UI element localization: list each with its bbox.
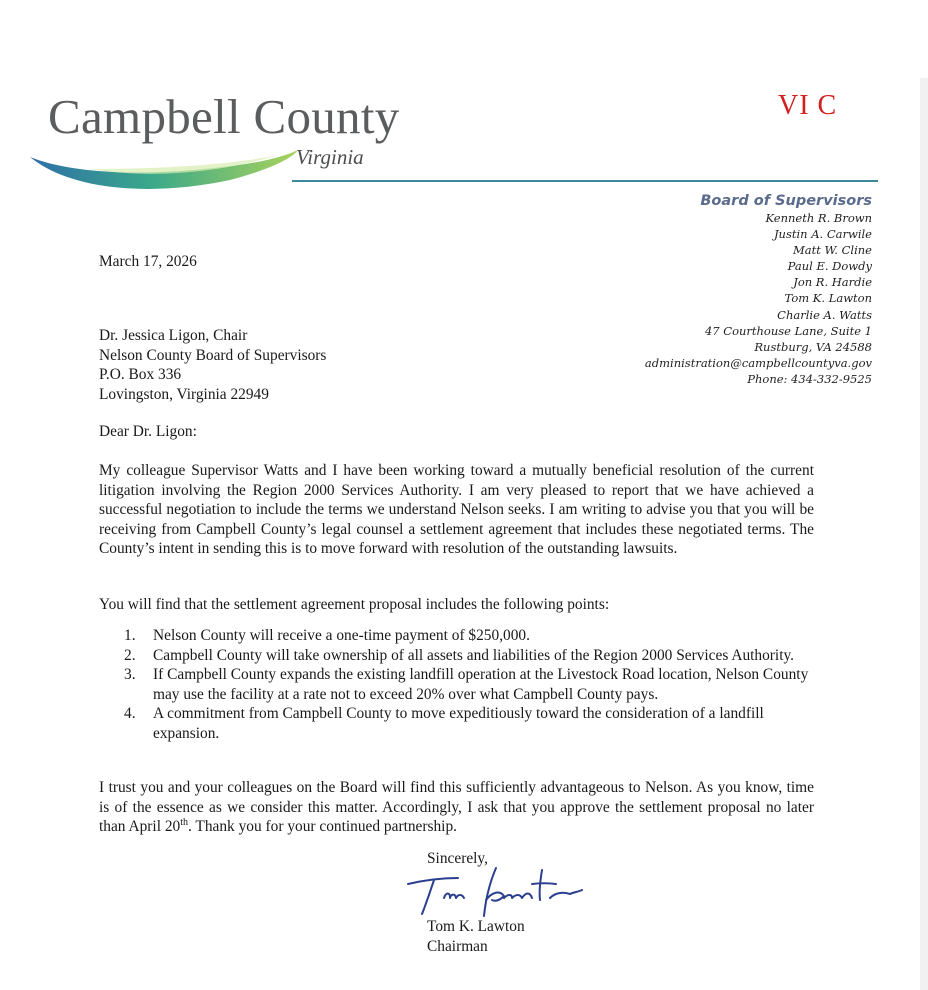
paragraph-closing: [99, 778, 814, 837]
list-item-number: 1.: [124, 627, 136, 644]
closing-paragraph-text: I trust you and your colleagues on the Board will find this sufficiently advantageous to Nelson. As you know, time is of the essence as we consider this matter. Accordingly, I ask that you approve the settlement proposal no later than April 20: [99, 779, 814, 836]
closing-paragraph-end: . Thank you for your continued partnership.: [188, 818, 458, 836]
paragraph-intro: My colleague Supervisor Watts and I have been working toward a mutually beneficial resolution of the current litigation involving the Region 2000 Services Authority. I am very pleased to report that we have achieved a successful negotiation to include the terms we understand Nelson seeks. I am writing to advise you that you will be receiving from Campbell County’s legal counsel a settlement agreement that includes these negotiated terms. The County’s intent in sending this is to move forward with resolution of the outstanding lawsuits.: [99, 462, 814, 558]
list-item: [124, 646, 814, 666]
signature-stroke: [540, 870, 542, 900]
board-member: Kenneth R. Brown: [765, 211, 872, 225]
signature-stroke: [550, 890, 582, 898]
list-item-number: 2.: [124, 646, 136, 664]
board-member: Charlie A. Watts: [777, 307, 872, 322]
list-item-text: If Campbell County expands the existing landfill operation at the Livestock Road location, Nelson County may use the facility at a rate not to exceed 20% over what Campbell County pays.: [153, 666, 809, 703]
handwritten-signature: [400, 862, 590, 920]
signature-stroke: [504, 894, 532, 899]
board-member: Tom K. Lawton: [784, 291, 872, 306]
settlement-points-list: [124, 626, 814, 744]
paragraph-points-intro: You will find that the settlement agreement proposal includes the following points:: [99, 596, 610, 613]
recipient-line: P.O. Box 336: [99, 366, 182, 383]
list-item: [124, 704, 814, 743]
board-email: administration@campbellcountyva.gov: [644, 355, 872, 370]
list-item-number: 4.: [124, 705, 136, 723]
county-logo-title: Campbell County: [48, 89, 400, 144]
signature-stroke: [532, 883, 556, 884]
board-member: Matt W. Cline: [792, 243, 872, 258]
board-address-line: 47 Courthouse Lane, Suite 1: [704, 323, 872, 338]
recipient-address: [99, 326, 419, 404]
recipient-line: Lovingston, Virginia 22949: [99, 385, 269, 403]
list-item: [124, 665, 814, 704]
list-item-text: Nelson County will receive a one-time payment of $250,000.: [153, 627, 530, 644]
ordinal-suffix: th: [180, 817, 189, 829]
closing-salutation: Sincerely,: [427, 850, 488, 867]
board-member: Justin A. Carwile: [773, 227, 872, 242]
signature-stroke: [484, 868, 496, 916]
list-item-number: 3.: [124, 666, 136, 684]
recipient-line: Dr. Jessica Ligon, Chair: [99, 327, 248, 344]
letter-date: March 17, 2026: [99, 253, 197, 270]
board-of-supervisors-block: [645, 192, 872, 387]
page-edge-shadow: [920, 78, 928, 990]
board-title: Board of Supervisors: [700, 193, 872, 209]
list-item-text: A commitment from Campbell County to move expeditiously toward the consideration of a landfill expansion.: [153, 705, 764, 742]
list-item: [124, 626, 814, 646]
signature-stroke: [422, 880, 434, 914]
signature-stroke: [486, 893, 504, 901]
board-address-line: Rustburg, VA 24588: [754, 339, 872, 354]
signature-stroke: [444, 894, 464, 899]
board-phone: Phone: 434-332-9525: [747, 371, 872, 386]
county-logo-subtitle: Virginia: [296, 145, 364, 169]
salutation: Dear Dr. Ligon:: [99, 423, 197, 440]
board-member: Jon R. Hardie: [793, 275, 872, 290]
recipient-line: Nelson County Board of Supervisors: [99, 346, 327, 364]
red-stamp-label: VI C: [778, 90, 838, 121]
board-member: Paul E. Dowdy: [787, 259, 872, 274]
list-item-text: Campbell County will take ownership of all assets and liabilities of the Region 2000 Services Authority.: [153, 646, 795, 664]
signer-name: Tom K. Lawton: [427, 918, 525, 935]
signer-title: Chairman: [427, 938, 488, 955]
